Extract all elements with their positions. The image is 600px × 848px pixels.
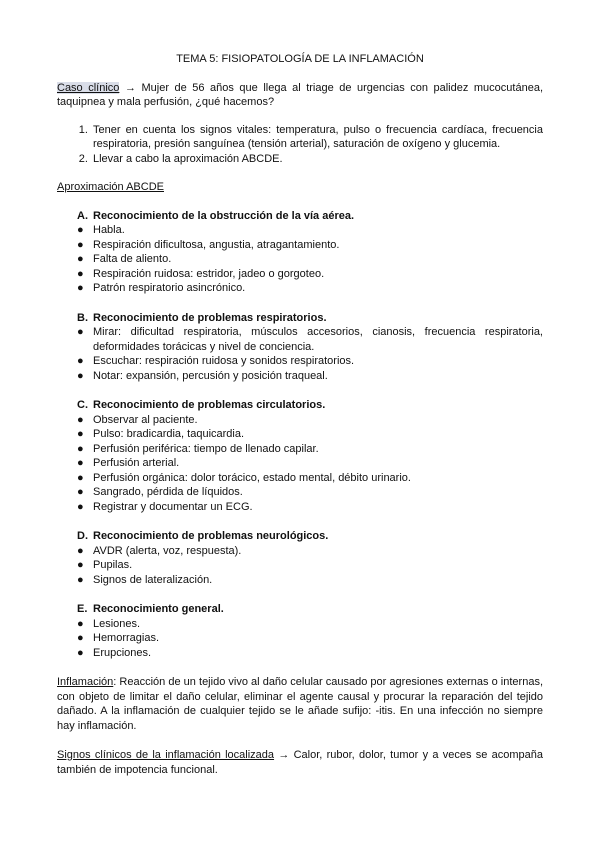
list-item [57,646,543,661]
case-label: Caso clínico [57,81,120,94]
section-heading [57,529,543,544]
section-a [57,209,543,296]
list-item [57,413,543,428]
section-title: Reconocimiento general. [93,603,224,615]
list-item [57,281,543,296]
steps-list [57,123,543,167]
bullet-list [57,223,543,296]
section-letter: C. [77,399,88,411]
signs-paragraph [57,748,543,777]
list-item-text: Erupciones. [93,646,152,659]
section-c [57,398,543,514]
bullet-icon: ● [77,544,84,557]
bullet-list [57,413,543,515]
step-item: 2. Llevar a cabo la aproximación ABCDE. [91,152,543,167]
section-heading [57,209,543,224]
section-b [57,311,543,384]
document-page [57,52,543,777]
bullet-icon: ● [77,224,84,236]
section-letter: A. [77,209,88,222]
bullet-icon: ● [77,238,84,251]
section-title: Reconocimiento de problemas neurológicos. [93,530,329,542]
list-item [57,471,543,486]
section-heading [57,311,543,326]
bullet-icon: ● [77,559,84,571]
case-paragraph [57,81,543,110]
abcde-sections [57,209,543,661]
list-item-text: Perfusión orgánica: dolor torácico, estado mental, débito urinario. [93,471,411,484]
list-item-text: Patrón respiratorio asincrónico. [93,282,246,294]
list-item-text: Escuchar: respiración ruidosa y sonidos respiratorios. [93,355,355,367]
list-item [57,485,543,500]
bullet-icon: ● [77,457,84,469]
bullet-icon: ● [77,428,84,440]
case-text: → Mujer de 56 años que llega al triage de urgencias con palidez mucocutánea, taquipnea y mala perfusión, ¿qué hacemos? [57,81,543,108]
bullet-icon: ● [77,413,84,426]
section-title: Reconocimiento de problemas circulatorios. [93,399,326,411]
section-e [57,602,543,660]
bullet-icon: ● [77,617,84,630]
list-item-text: Hemorragias. [93,632,160,644]
list-item-text: Pupilas. [93,559,133,571]
list-item [57,558,543,573]
bullet-icon: ● [77,326,84,338]
list-item-text: Lesiones. [93,617,141,630]
list-item-text: Respiración dificultosa, angustia, atragantamiento. [93,238,340,251]
list-item [57,223,543,238]
section-title: Reconocimiento de la obstrucción de la vía aérea. [93,209,355,222]
bullet-icon: ● [77,573,84,586]
signs-label: Signos clínicos de la inflamación localizada [57,749,275,761]
list-item [57,252,543,267]
bullet-icon: ● [77,369,84,382]
signs-text: → Calor, rubor, dolor, tumor y a veces se acompaña también de impotencia funcional. [57,749,544,776]
bullet-list [57,544,543,588]
page-title: TEMA 5: FISIOPATOLOGÍA DE LA INFLAMACIÓN [176,53,424,65]
list-item [57,238,543,253]
list-item-text: Registrar y documentar un ECG. [93,500,253,513]
list-item [57,456,543,471]
list-item-text: Notar: expansión, percusión y posición traqueal. [93,369,328,382]
list-item-text: Perfusión periférica: tiempo de llenado capilar. [93,442,319,455]
bullet-icon: ● [77,500,84,513]
bullet-icon: ● [77,442,84,455]
list-item-text: Sangrado, pérdida de líquidos. [93,486,243,498]
inflammation-label: Inflamación [57,676,114,688]
list-item-text: Falta de aliento. [93,253,172,265]
list-item [57,369,543,384]
bullet-icon: ● [77,486,84,498]
bullet-icon: ● [77,646,84,659]
inflammation-paragraph [57,675,543,733]
list-item [57,500,543,515]
list-item-text: Mirar: dificultad respiratoria, músculos accesorios, cianosis, frecuencia respiratoria, deformidades torácicas y nivel de conciencia. [93,326,543,353]
bullet-list [57,617,543,661]
bullet-icon: ● [77,267,84,280]
list-item [57,427,543,442]
list-item-text: Habla. [93,224,125,236]
list-item [57,267,543,282]
list-item [57,442,543,457]
section-letter: E. [77,603,88,615]
abcde-heading: Aproximación ABCDE [57,181,164,193]
section-letter: D. [77,530,88,542]
list-item-text: Observar al paciente. [93,413,198,426]
list-item-text: Pulso: bradicardia, taquicardia. [93,428,245,440]
list-item-text: Signos de lateralización. [93,573,213,586]
section-d [57,529,543,587]
list-item [57,544,543,559]
list-item-text: AVDR (alerta, voz, respuesta). [93,544,242,557]
bullet-icon: ● [77,355,84,367]
bullet-icon: ● [77,253,84,265]
list-item-text: Respiración ruidosa: estridor, jadeo o gorgoteo. [93,267,325,280]
list-item-text: Perfusión arterial. [93,457,180,469]
inflammation-text: : Reacción de un tejido vivo al daño celular causado por agresiones externas o internas, con objeto de limitar el daño celular, eliminar el agente causal y procurar la reparación del tejido dañado. A la inflamación de cualquier tejido se le añade sufijo: -itis. En una infección no siempre hay inflamación. [57,676,543,732]
section-title: Reconocimiento de problemas respiratorios. [93,311,327,324]
list-item [57,631,543,646]
section-heading [57,602,543,617]
bullet-icon: ● [77,632,84,644]
step-item: 1. Tener en cuenta los signos vitales: temperatura, pulso o frecuencia cardíaca, frecuencia respiratoria, presión sanguínea (tensión arterial), saturación de oxígeno y glucemia. [91,123,543,152]
list-item [57,617,543,632]
section-letter: B. [77,311,88,324]
list-item [57,354,543,369]
bullet-list [57,325,543,383]
bullet-icon: ● [77,282,84,294]
bullet-icon: ● [77,471,84,484]
list-item [57,573,543,588]
list-item [57,325,543,354]
section-heading [57,398,543,413]
